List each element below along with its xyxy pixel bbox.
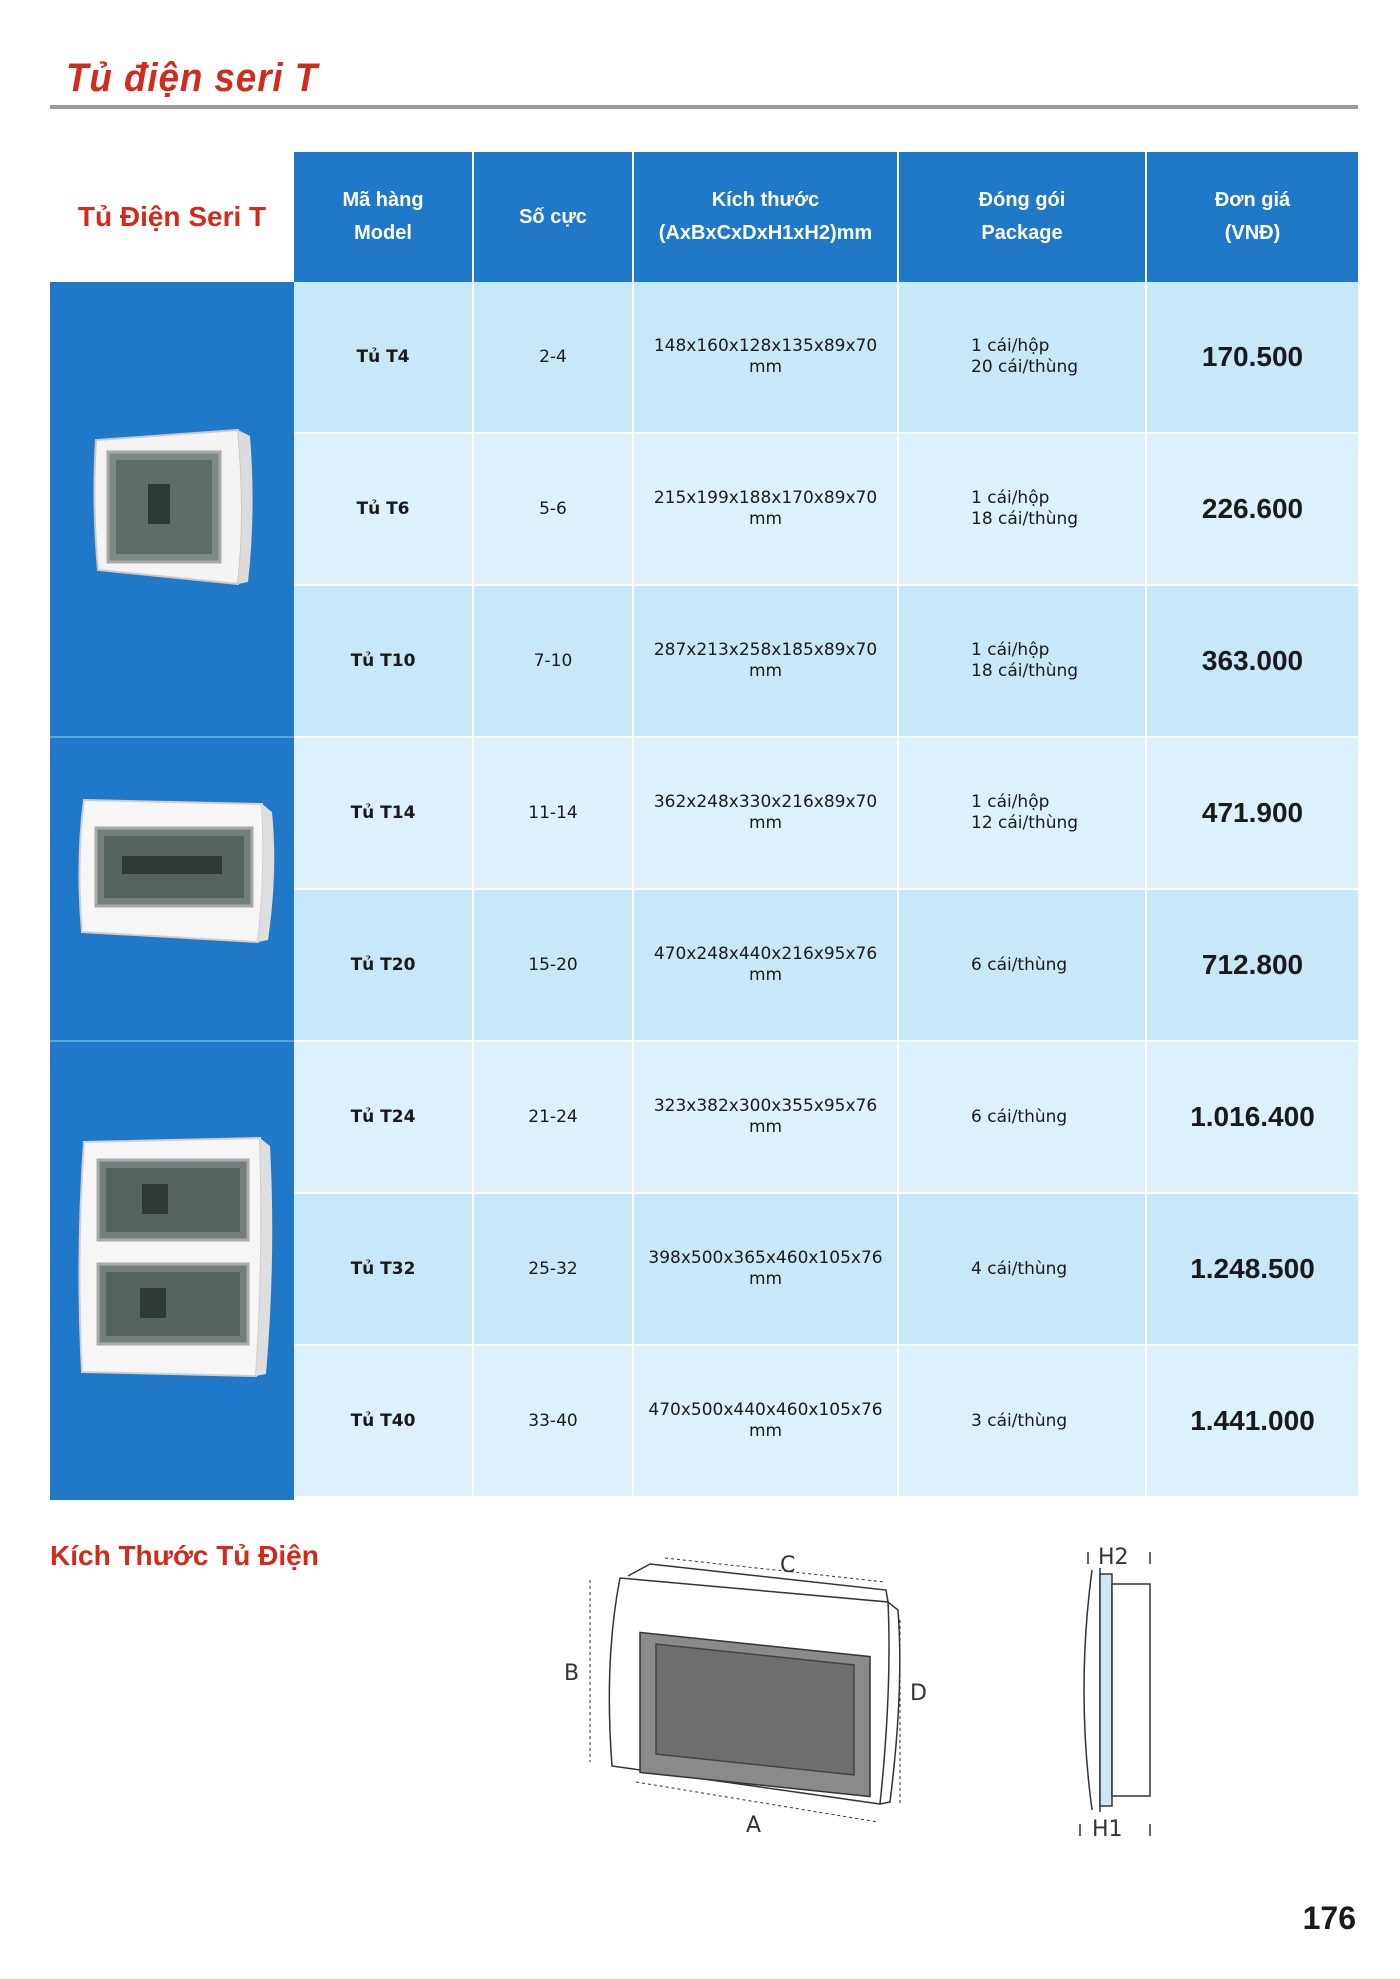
cell-dimensions: 287x213x258x185x89x70 mm xyxy=(634,586,899,738)
cell-dimensions: 323x382x300x355x95x76 mm xyxy=(634,1042,899,1194)
table-row xyxy=(294,738,1358,890)
cell-poles: 11-14 xyxy=(474,738,634,890)
cell-model: Tủ T4 xyxy=(294,282,474,434)
image-divider xyxy=(50,736,294,738)
cell-package: 4 cái/thùng xyxy=(899,1194,1147,1346)
dimension-label-b: B xyxy=(564,1661,580,1686)
header-model: Mã hàng Model xyxy=(294,152,474,282)
table-row xyxy=(294,434,1358,586)
cell-price: 1.016.400 xyxy=(1147,1042,1358,1194)
side-dimension-diagram xyxy=(1070,1540,1170,1840)
cell-model: Tủ T24 xyxy=(294,1042,474,1194)
front-dimension-diagram xyxy=(560,1540,940,1840)
table-row xyxy=(294,1042,1358,1194)
cell-model: Tủ T40 xyxy=(294,1346,474,1498)
cell-poles: 25-32 xyxy=(474,1194,634,1346)
cell-package: 1 cái/hộp 18 cái/thùng xyxy=(899,434,1147,586)
table-row xyxy=(294,890,1358,1042)
cell-package: 1 cái/hộp 20 cái/thùng xyxy=(899,282,1147,434)
dimension-label-d: D xyxy=(910,1681,927,1706)
cell-model: Tủ T6 xyxy=(294,434,474,586)
cell-price: 170.500 xyxy=(1147,282,1358,434)
cell-package: 1 cái/hộp 12 cái/thùng xyxy=(899,738,1147,890)
cell-price: 226.600 xyxy=(1147,434,1358,586)
cell-poles: 15-20 xyxy=(474,890,634,1042)
dimensions-section-title: Kích Thước Tủ Điện xyxy=(50,1540,319,1571)
cell-dimensions: 470x248x440x216x95x76 mm xyxy=(634,890,899,1042)
product-image-wide-cabinet xyxy=(72,792,282,952)
image-divider xyxy=(50,1040,294,1042)
product-table xyxy=(50,152,1358,1500)
table-header xyxy=(294,152,1358,282)
cell-dimensions: 362x248x330x216x89x70 mm xyxy=(634,738,899,890)
header-package: Đóng gói Package xyxy=(899,152,1147,282)
dimension-label-h1: H1 xyxy=(1092,1817,1123,1840)
table-row xyxy=(294,1194,1358,1346)
table-row xyxy=(294,586,1358,738)
cell-price: 1.248.500 xyxy=(1147,1194,1358,1346)
cell-price: 1.441.000 xyxy=(1147,1346,1358,1498)
page-title: Tủ điện seri T xyxy=(66,56,319,100)
table-body xyxy=(294,282,1358,1498)
dimension-label-c: C xyxy=(780,1553,796,1578)
cell-model: Tủ T20 xyxy=(294,890,474,1042)
cell-model: Tủ T32 xyxy=(294,1194,474,1346)
cell-price: 363.000 xyxy=(1147,586,1358,738)
cell-package: 6 cái/thùng xyxy=(899,1042,1147,1194)
cell-poles: 2-4 xyxy=(474,282,634,434)
cell-dimensions: 398x500x365x460x105x76 mm xyxy=(634,1194,899,1346)
cell-poles: 21-24 xyxy=(474,1042,634,1194)
cell-price: 712.800 xyxy=(1147,890,1358,1042)
header-poles: Số cực xyxy=(474,152,634,282)
dimension-label-h2: H2 xyxy=(1098,1545,1129,1570)
cell-model: Tủ T14 xyxy=(294,738,474,890)
cell-poles: 33-40 xyxy=(474,1346,634,1498)
product-image-small-cabinet xyxy=(88,422,258,592)
cell-poles: 5-6 xyxy=(474,434,634,586)
cell-price: 471.900 xyxy=(1147,738,1358,890)
product-image-double-cabinet xyxy=(72,1132,282,1382)
cell-poles: 7-10 xyxy=(474,586,634,738)
cell-dimensions: 148x160x128x135x89x70 mm xyxy=(634,282,899,434)
table-row xyxy=(294,1346,1358,1498)
header-dimensions: Kích thước (AxBxCxDxH1xH2)mm xyxy=(634,152,899,282)
cell-dimensions: 215x199x188x170x89x70 mm xyxy=(634,434,899,586)
product-image-column xyxy=(50,282,294,1500)
cell-model: Tủ T10 xyxy=(294,586,474,738)
cell-dimensions: 470x500x440x460x105x76 mm xyxy=(634,1346,899,1498)
cell-package: 6 cái/thùng xyxy=(899,890,1147,1042)
cell-package: 3 cái/thùng xyxy=(899,1346,1147,1498)
table-side-label: Tủ Điện Seri T xyxy=(77,201,267,232)
dimension-label-a: A xyxy=(746,1813,762,1838)
cell-package: 1 cái/hộp 18 cái/thùng xyxy=(899,586,1147,738)
table-row xyxy=(294,282,1358,434)
page-number: 176 xyxy=(1302,1900,1356,1936)
header-price: Đơn giá (VNĐ) xyxy=(1214,189,1291,244)
title-divider xyxy=(50,105,1358,109)
